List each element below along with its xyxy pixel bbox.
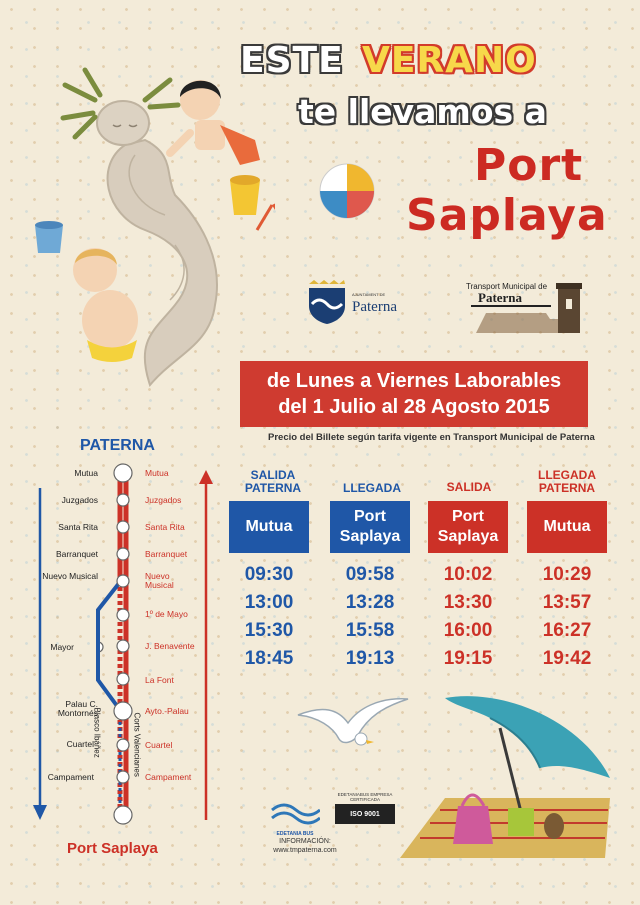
banner-line1: de Lunes a Viernes Laborables	[266, 370, 562, 392]
edetania-label: EDETANIA BUS	[276, 831, 314, 837]
beach-towel-icon	[400, 798, 610, 858]
time-r3-c3: 16:00	[443, 620, 493, 641]
headline-saplaya: Saplaya	[406, 190, 608, 241]
date-banner	[240, 361, 588, 427]
right-stop-campament: Campament	[145, 772, 192, 782]
beach-umbrella-icon	[390, 688, 620, 868]
right-stop-ayto-palau: Ayto.-Palau	[145, 706, 189, 716]
right-stop-1-de-mayo: 1º de Mayo	[145, 609, 188, 619]
route-title-paterna: PATERNA	[80, 437, 155, 454]
time-r2-c2: 13:28	[345, 592, 395, 613]
right-stop-santa-rita: Santa Rita	[145, 522, 185, 532]
right-stop-cuartel: Cuartel	[145, 740, 173, 750]
right-stop-la-font: La Font	[145, 675, 174, 685]
transport-logo	[466, 279, 592, 335]
tower-icon	[466, 279, 592, 335]
col-header-llegada: LLEGADA	[343, 481, 401, 495]
right-stop-benavente: J. Benavente	[145, 641, 195, 651]
col-box-mutua-llegada: Mutua	[527, 501, 607, 553]
right-stop-mutua: Mutua	[145, 468, 169, 478]
ayuntamiento-logo	[306, 280, 416, 325]
col-header-llegada-paterna: LLEGADA PATERNA	[538, 468, 596, 495]
time-r4-c2: 19:13	[345, 648, 395, 669]
beach-ball-icon	[318, 162, 376, 220]
headline-port: Port	[474, 140, 584, 191]
left-stop-mutua: Mutua	[74, 468, 98, 478]
right-stop-barranquet: Barranquet	[145, 549, 188, 559]
col-box-port-saplaya-llegada: Port Saplaya	[330, 501, 410, 553]
route-title-port-saplaya: Port Saplaya	[67, 840, 158, 857]
right-stop-juzgados: Juzgados	[145, 495, 182, 505]
time-r4-c4: 19:42	[542, 648, 592, 669]
time-r4-c3: 19:15	[443, 648, 493, 669]
street-corts-valencianes: Corts Valencianes	[132, 712, 142, 777]
price-note: Precio del Billete según tarifa vigente en Transport Municipal de Paterna	[268, 432, 595, 443]
banner-line2: del 1 Julio al 28 Agosto 2015	[278, 396, 550, 418]
left-stop-barranquet: Barranquet	[55, 549, 98, 559]
time-r2-c3: 13:30	[443, 592, 493, 613]
time-r3-c1: 15:30	[244, 620, 294, 641]
timetable	[228, 468, 618, 678]
edetania-logo	[270, 800, 320, 837]
col-box-port-saplaya-salida: Port Saplaya	[428, 501, 508, 553]
time-r2-c4: 13:57	[542, 592, 592, 613]
kids-sandcastle-illustration	[25, 55, 275, 410]
left-stop-santa-rita: Santa Rita	[58, 522, 98, 532]
info-label: INFORMACIÓN:	[279, 838, 331, 845]
time-r4-c1: 18:45	[244, 648, 294, 669]
left-stop-juzgados: Juzgados	[61, 495, 98, 505]
time-r2-c1: 13:00	[244, 592, 294, 613]
left-stop-palau: Palau C. Montornés	[57, 699, 98, 718]
cert-iso: ISO 9001	[335, 804, 395, 824]
left-stop-cuartel: Cuartel	[66, 739, 94, 749]
street-blasco-ibanez: Blasco Ibáñez	[92, 707, 102, 758]
headline-te-llevamos: te llevamos a	[298, 92, 547, 131]
ayuntamiento-small-text: AJUNTAMENT DE	[352, 292, 386, 297]
left-stop-nuevo-musical: Nuevo Musical	[42, 571, 98, 581]
info-url: www.tmpaterna.com	[273, 847, 337, 854]
edetania-wave-icon	[270, 800, 320, 826]
time-r1-c3: 10:02	[443, 564, 493, 585]
cert-top: EDETANIABUS EMPRESA CERTIFICADA	[337, 792, 393, 802]
time-r1-c4: 10:29	[542, 564, 592, 585]
col-header-salida: SALIDA	[446, 480, 492, 494]
ayuntamiento-name: Paterna	[352, 299, 397, 315]
iso-cert-logo	[335, 792, 395, 824]
headline-este: ESTE	[240, 40, 344, 81]
left-stop-mayor: Mayor	[50, 642, 74, 652]
time-r1-c2: 09:58	[345, 564, 395, 585]
time-r1-c1: 09:30	[244, 564, 294, 585]
transport-name: Paterna	[478, 290, 523, 305]
time-r3-c4: 16:27	[542, 620, 592, 641]
left-stop-campament: Campament	[47, 772, 94, 782]
ayuntamiento-shield-icon	[306, 280, 348, 324]
col-box-mutua-salida: Mutua	[229, 501, 309, 553]
transport-top-text: Transport Municipal de	[466, 282, 548, 291]
right-stop-nuevo-musical: Nuevo Musical	[145, 571, 174, 590]
headline-verano: VERANO	[362, 40, 537, 81]
col-header-salida-paterna: SALIDA PATERNA	[244, 468, 302, 495]
time-r3-c2: 15:58	[345, 620, 395, 641]
